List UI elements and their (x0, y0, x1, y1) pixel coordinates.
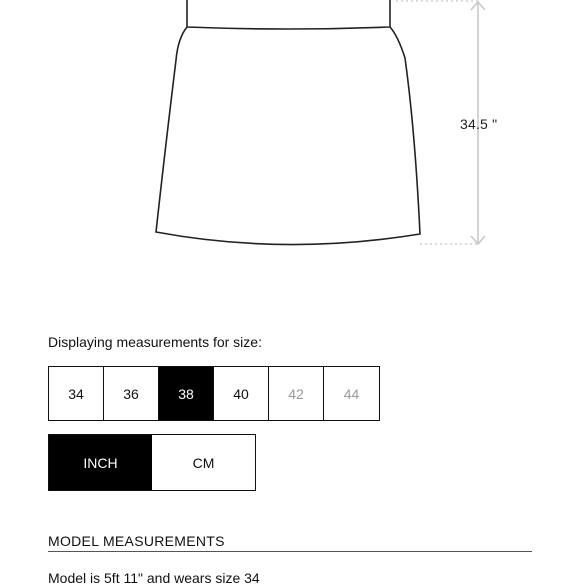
size-option-44[interactable]: 44 (324, 367, 379, 420)
model-description: Model is 5ft 11" and wears size 34 (48, 570, 260, 586)
length-measurement: 34.5 " (460, 116, 498, 132)
size-option-40[interactable]: 40 (214, 367, 269, 420)
skirt-body (156, 27, 420, 245)
size-option-34[interactable]: 34 (49, 367, 104, 420)
size-caption: Displaying measurements for size: (48, 334, 262, 350)
skirt-outline-icon (0, 0, 580, 290)
skirt-waistband (187, 0, 390, 29)
size-option-38[interactable]: 38 (159, 367, 214, 420)
unit-toggle (48, 434, 256, 491)
unit-cm-button[interactable]: CM (152, 435, 255, 490)
size-option-36[interactable]: 36 (104, 367, 159, 420)
size-selector (48, 366, 380, 421)
garment-diagram (0, 0, 580, 290)
model-measurements-heading: MODEL MEASUREMENTS (48, 533, 225, 549)
unit-inch-button[interactable]: INCH (49, 435, 152, 490)
section-divider (48, 551, 532, 552)
size-option-42[interactable]: 42 (269, 367, 324, 420)
